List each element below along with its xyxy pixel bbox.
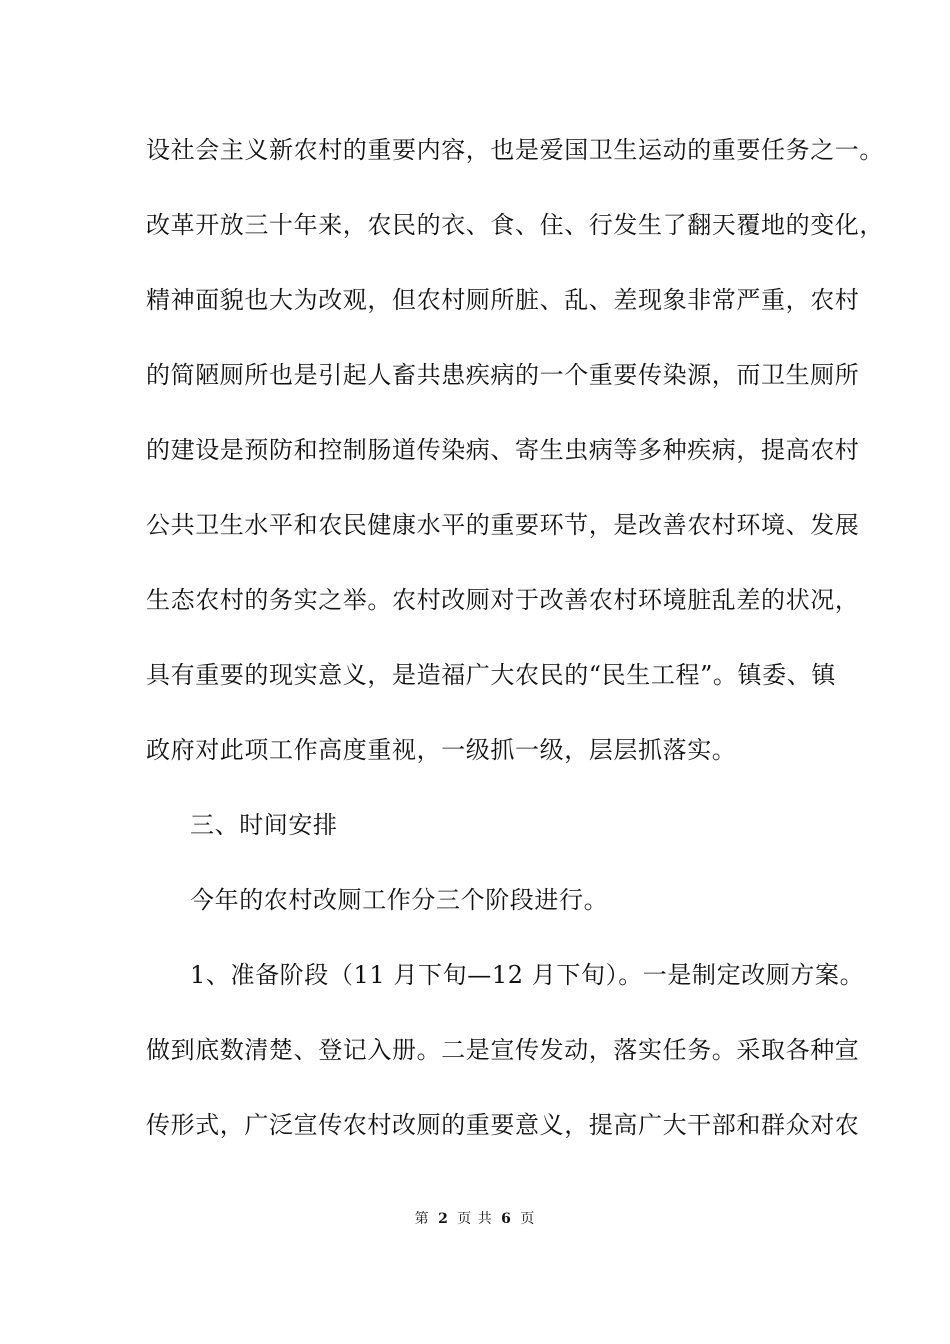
text-line: 生态农村的务实之举。农村改厕对于改善农村环境脏乱差的状况，	[146, 586, 860, 614]
current-page-number: 2	[438, 1211, 449, 1227]
text-line: 传形式，广泛宣传农村改厕的重要意义，提高广大干部和群众对农	[146, 1111, 860, 1139]
text-line: 公共卫生水平和农民健康水平的重要环节，是改善农村环境、发展	[146, 511, 860, 539]
text-line: 的简陋厕所也是引起人畜共患疾病的一个重要传染源，而卫生厕所	[146, 361, 860, 389]
text-line: 做到底数清楚、登记入册。二是宣传发动，落实任务。采取各种宣	[146, 1036, 860, 1064]
page-footer	[0, 1208, 950, 1228]
section-heading: 三、时间安排	[190, 811, 338, 839]
text-line: 具有重要的现实意义，是造福广大农民的“民生工程”。镇委、镇	[146, 661, 836, 689]
footer-prefix: 第	[414, 1211, 430, 1227]
text-line: 1、准备阶段（11 月下旬—12 月下旬）。一是制定改厕方案。	[190, 961, 865, 989]
text-line: 政府对此项工作高度重视，一级抓一级，层层抓落实。	[146, 736, 737, 764]
total-page-count: 6	[501, 1211, 512, 1227]
text-line: 的建设是预防和控制肠道传染病、寄生虫病等多种疾病，提高农村	[146, 436, 860, 464]
text-line: 设社会主义新农村的重要内容，也是爱国卫生运动的重要任务之一。	[146, 136, 884, 164]
body-text	[146, 126, 884, 1176]
footer-suffix: 页	[520, 1211, 536, 1227]
text-line: 精神面貌也大为改观，但农村厕所脏、乱、差现象非常严重，农村	[146, 286, 860, 314]
text-line: 改革开放三十年来，农民的衣、食、住、行发生了翻天覆地的变化，	[146, 211, 884, 239]
text-line: 今年的农村改厕工作分三个阶段进行。	[190, 886, 609, 914]
footer-middle: 页 共	[457, 1211, 493, 1227]
